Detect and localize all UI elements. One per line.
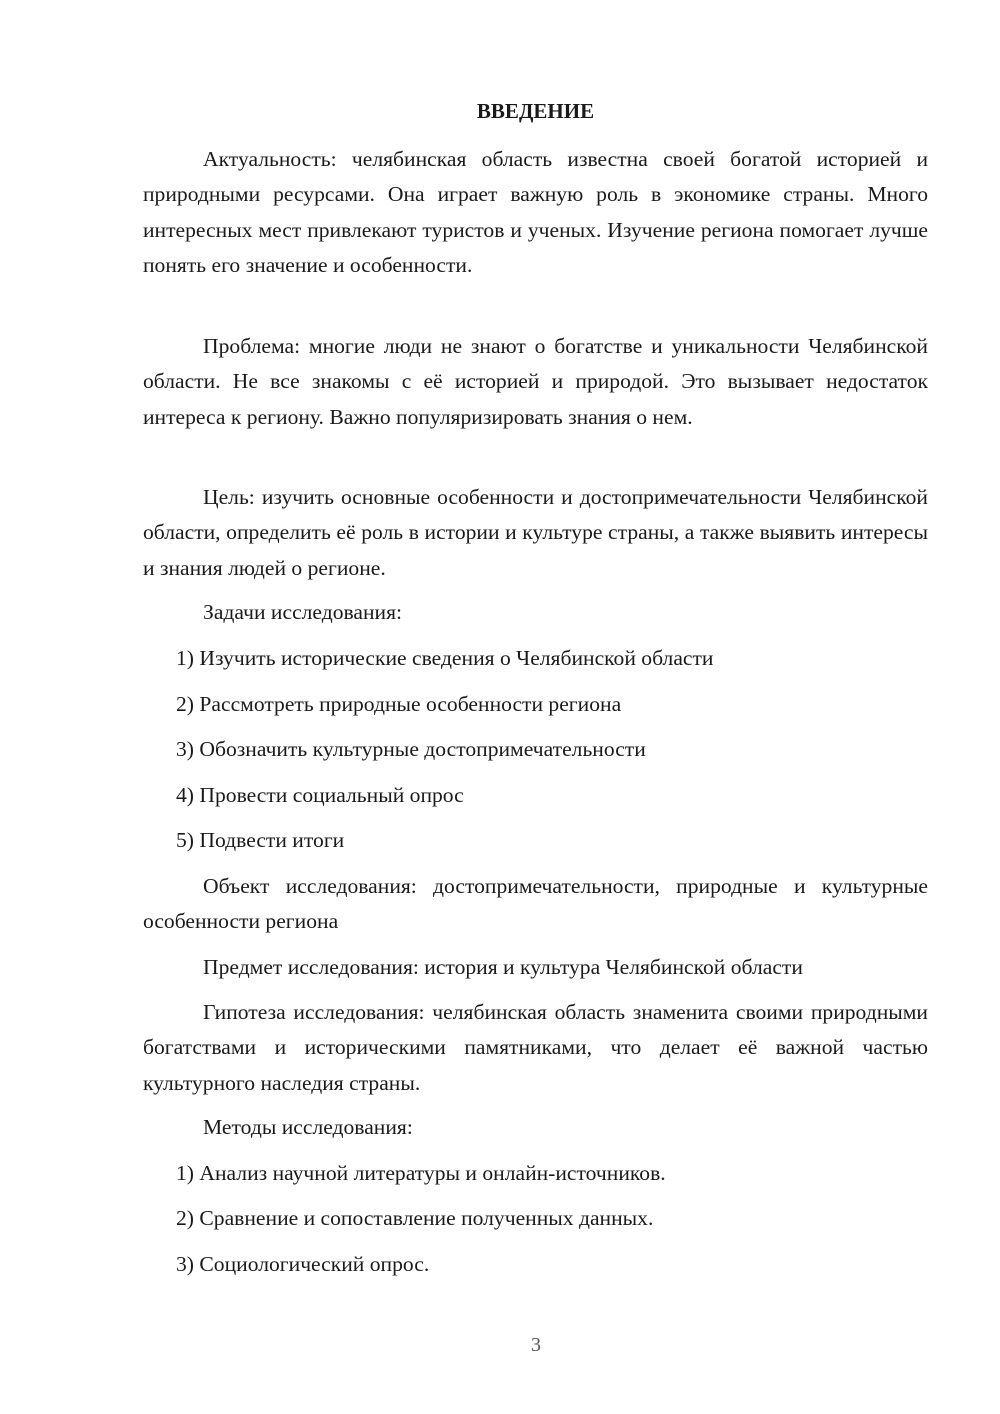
method-item-2: 2) Сравнение и сопоставление полученных данных. bbox=[176, 1206, 654, 1230]
page-number: 3 bbox=[531, 1334, 541, 1356]
paragraph-hypothesis: Гипотеза исследования: челябинская область знаменита своими природными богатствами и историческими памятниками, что делает её важной частью культурного наследия страны. bbox=[143, 1000, 928, 1095]
paragraph-relevance: Актуальность: челябинская область известна своей богатой историей и природными ресурсами. Она играет важную роль в экономике страны. Много интересных мест привлекают туристов и ученых. Изучение региона помогает лучше понять его значение и особенности. bbox=[143, 147, 928, 278]
method-item-1: 1) Анализ научной литературы и онлайн-источников. bbox=[176, 1161, 666, 1185]
task-item-4: 4) Провести социальный опрос bbox=[176, 783, 464, 807]
page-title: ВВЕДЕНИЕ bbox=[476, 99, 595, 123]
task-item-3: 3) Обозначить культурные достопримечательности bbox=[176, 737, 646, 761]
tasks-heading: Задачи исследования: bbox=[203, 600, 403, 624]
task-item-2: 2) Рассмотреть природные особенности региона bbox=[176, 692, 622, 716]
task-item-5: 5) Подвести итоги bbox=[176, 828, 345, 852]
paragraph-object: Объект исследования: достопримечательности, природные и культурные особенности региона bbox=[143, 874, 928, 934]
method-item-3: 3) Социологический опрос. bbox=[176, 1252, 430, 1276]
paragraph-subject: Предмет исследования: история и культура Челябинской области bbox=[203, 955, 803, 979]
paragraph-problem: Проблема: многие люди не знают о богатстве и уникальности Челябинской области. Не все знакомы с её историей и природой. Это вызывает недостаток интереса к региону. Важно популяризировать знания о нем. bbox=[143, 334, 928, 429]
methods-heading: Методы исследования: bbox=[203, 1115, 413, 1139]
paragraph-goal: Цель: изучить основные особенности и достопримечательности Челябинской области, определить её роль в истории и культуре страны, а также выявить интересы и знания людей о регионе. bbox=[143, 485, 928, 580]
task-item-1: 1) Изучить исторические сведения о Челябинской области bbox=[176, 646, 714, 670]
